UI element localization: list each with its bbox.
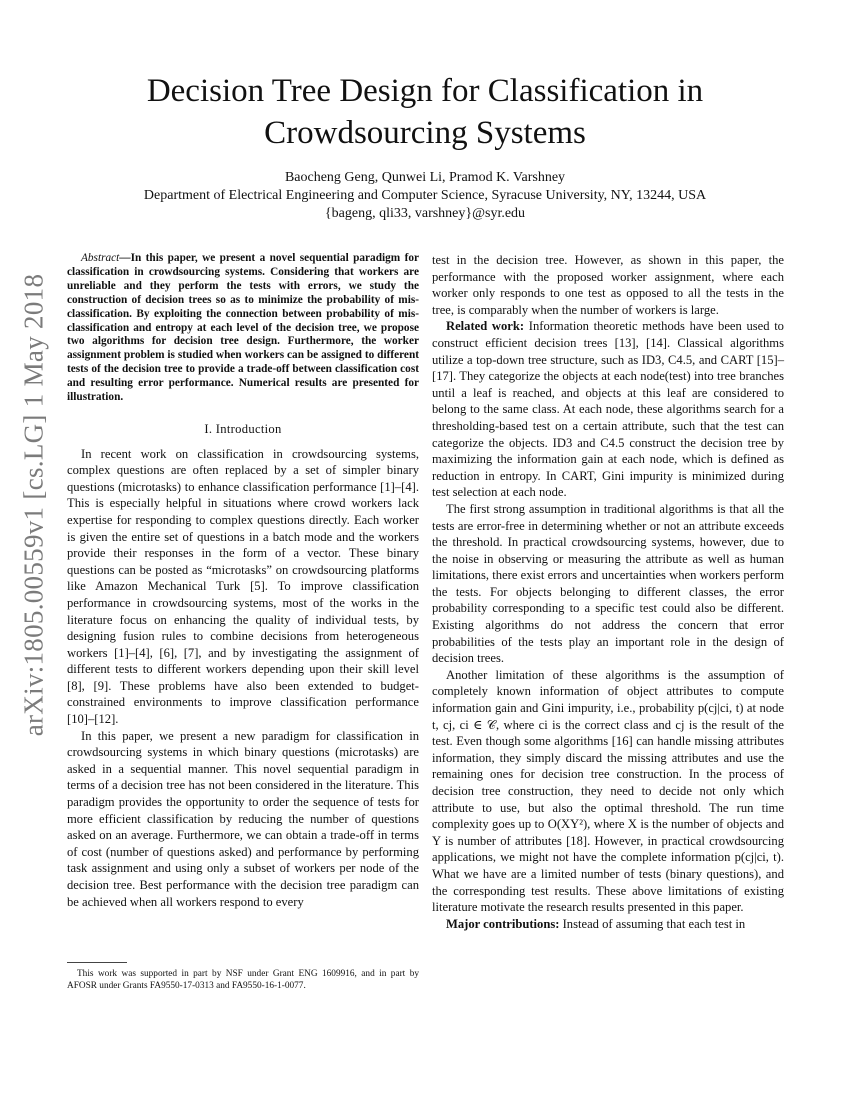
assumption-paragraph: The first strong assumption in traditional algorithms is that all the tests are error-free in determining whether or not an attribute exceeds the threshold. In practical crowdsourcing systems, however, due to the noise in observing or measuring the attribute as well as human limitations, there exist errors and uncertainties when workers perform the tests. For objects belonging to different classes, the error probability corresponding to a specific test could also be different. Existing algorithms do not address the concern that error probabilities of the tests play an important role in the design of decision trees. — [432, 501, 784, 666]
title-line-1: Decision Tree Design for Classification in — [146, 73, 704, 109]
author-email: {bageng, qli33, varshney}@syr.edu — [324, 206, 526, 221]
paper-title — [100, 70, 750, 154]
arxiv-identifier: arXiv:1805.00559v1 [cs.LG] 1 May 2018 — [18, 273, 49, 737]
abstract-label: Abstract — [81, 252, 120, 264]
title-line-2: Crowdsourcing Systems — [264, 115, 586, 151]
abstract — [67, 252, 419, 405]
related-work-text: Information theoretic methods have been used to construct efficient decision trees [13], [14]. Classical algorithms utilize a top-down tree structure, such as ID3, C4.5, and CART [15]–[17]. They categorize the objects at each node(test) into tree branches until a leaf is reached, and objects at this leaf are considered to belong to the same class. At each node, these algorithms search for a thresholding-based test on a certain attribute, such that the test can categorize the objects. ID3 and C4.5 construct the decision tree by maximizing the information gain at each node, which is defined as reduction in entropy. In CART, Gini impurity is minimized during test selection at each node. — [432, 319, 784, 500]
major-contributions-label: Major contributions: — [446, 916, 560, 931]
author-block — [100, 169, 750, 223]
author-affiliation: Department of Electrical Engineering and Computer Science, Syracuse University, NY, 13244, USA — [143, 188, 707, 203]
limitation-paragraph: Another limitation of these algorithms is the assumption of completely known information of object attributes to compute information gain and Gini impurity, i.e., probability p(cj|ci, t) at node t, cj, ci ∈ 𝒞, where ci is the correct class and cj is the result of the test. Even though some algorithms [16] can handle missing attributes information, they simply discard the missing attributes and use the remaining ones for decision tree construction. In the process of decision tree construction, they need to decide not only which attribute to use, but also the optimal threshold. The run time complexity goes up to O(XY²), where X is the number of objects and Y is number of attributes [18]. However, in practical crowdsourcing applications, we might not have the complete information p(cj|ci, t). What we have are a limited number of tests (binary questions), and the corresponding test results. These above limitations of existing literature motivate the research results presented in this paper. — [432, 667, 784, 915]
major-contributions-text: Instead of assuming that each test in — [559, 916, 746, 931]
related-work-label: Related work: — [446, 319, 525, 334]
arxiv-sidebar — [12, 265, 56, 745]
right-column — [432, 252, 784, 932]
section-heading-introduction: I. Introduction — [204, 421, 282, 436]
intro-paragraph-continued: test in the decision tree. However, as shown in this paper, the performance with the proposed worker assignment, where each worker only responds to one test as opposed to all the tests in the tree, is comparably when the number of workers is large. — [432, 253, 784, 317]
major-contributions-paragraph — [432, 916, 784, 933]
left-column — [67, 252, 419, 910]
abstract-text: —In this paper, we present a novel sequential paradigm for classification in crowdsourcing systems. Considering that workers are unreliable and they perform the tests with errors, we study the construction of decision trees so as to minimize the probability of mis-classification. By exploiting the connection between probability of mis-classification and entropy at each level of the decision tree, we propose two algorithms for decision tree design. Furthermore, the worker assignment problem is studied when workers can be assigned to different tests of the decision tree to provide a trade-off between classification cost and resulting error performance. Numerical results are presented for illustration. — [67, 252, 419, 404]
funding-footnote: This work was supported in part by NSF under Grant ENG 1609916, and in part by AFOSR under Grants FA9550-17-0313 and FA9550-16-1-0077. — [67, 969, 419, 991]
author-names: Baocheng Geng, Qunwei Li, Pramod K. Varshney — [284, 170, 566, 185]
intro-paragraph-2: In this paper, we present a new paradigm for classification in crowdsourcing systems in which binary questions (microtasks) are asked in a sequential manner. This novel sequential paradigm in terms of a decision tree has not been considered in the literature. This paradigm provides the opportunity to order the sequence of tests for more efficient classification by reducing the number of questions asked on an average. Furthermore, we can obtain a trade-off in terms of cost (number of questions asked) and performance by performing task assignment and using only a subset of workers per node of the decision tree. Best performance with the decision tree paradigm can be achieved when all workers respond to every — [67, 728, 419, 909]
intro-paragraph-1: In recent work on classification in crowdsourcing systems, complex questions are often replaced by a set of simpler binary questions (microtasks) to enhance classification performance [1]–[4]. This is especially helpful in situations where crowd workers lack expertise for responding to complex questions directly. Each worker is given the entire set of questions in a batch mode and the workers provide their responses in the form of a vector. These binary questions can be posted as “microtasks” on crowdsourcing platforms like Amazon Mechanical Turk [5]. To improve classification performance in crowdsourcing systems, most of the works in the literature focus on enhancing the quality of individual tests, by designing fusion rules to combine decisions from heterogeneous workers [1]–[4], [6], [7], and by investigating the assignment of different tests to different workers depending upon their skill level [8], [9]. These problems have also been extended to budget-constrained environments to improve classification performance [10]–[12]. — [67, 446, 419, 727]
footnote-rule — [67, 962, 127, 963]
related-work-paragraph — [432, 318, 784, 501]
